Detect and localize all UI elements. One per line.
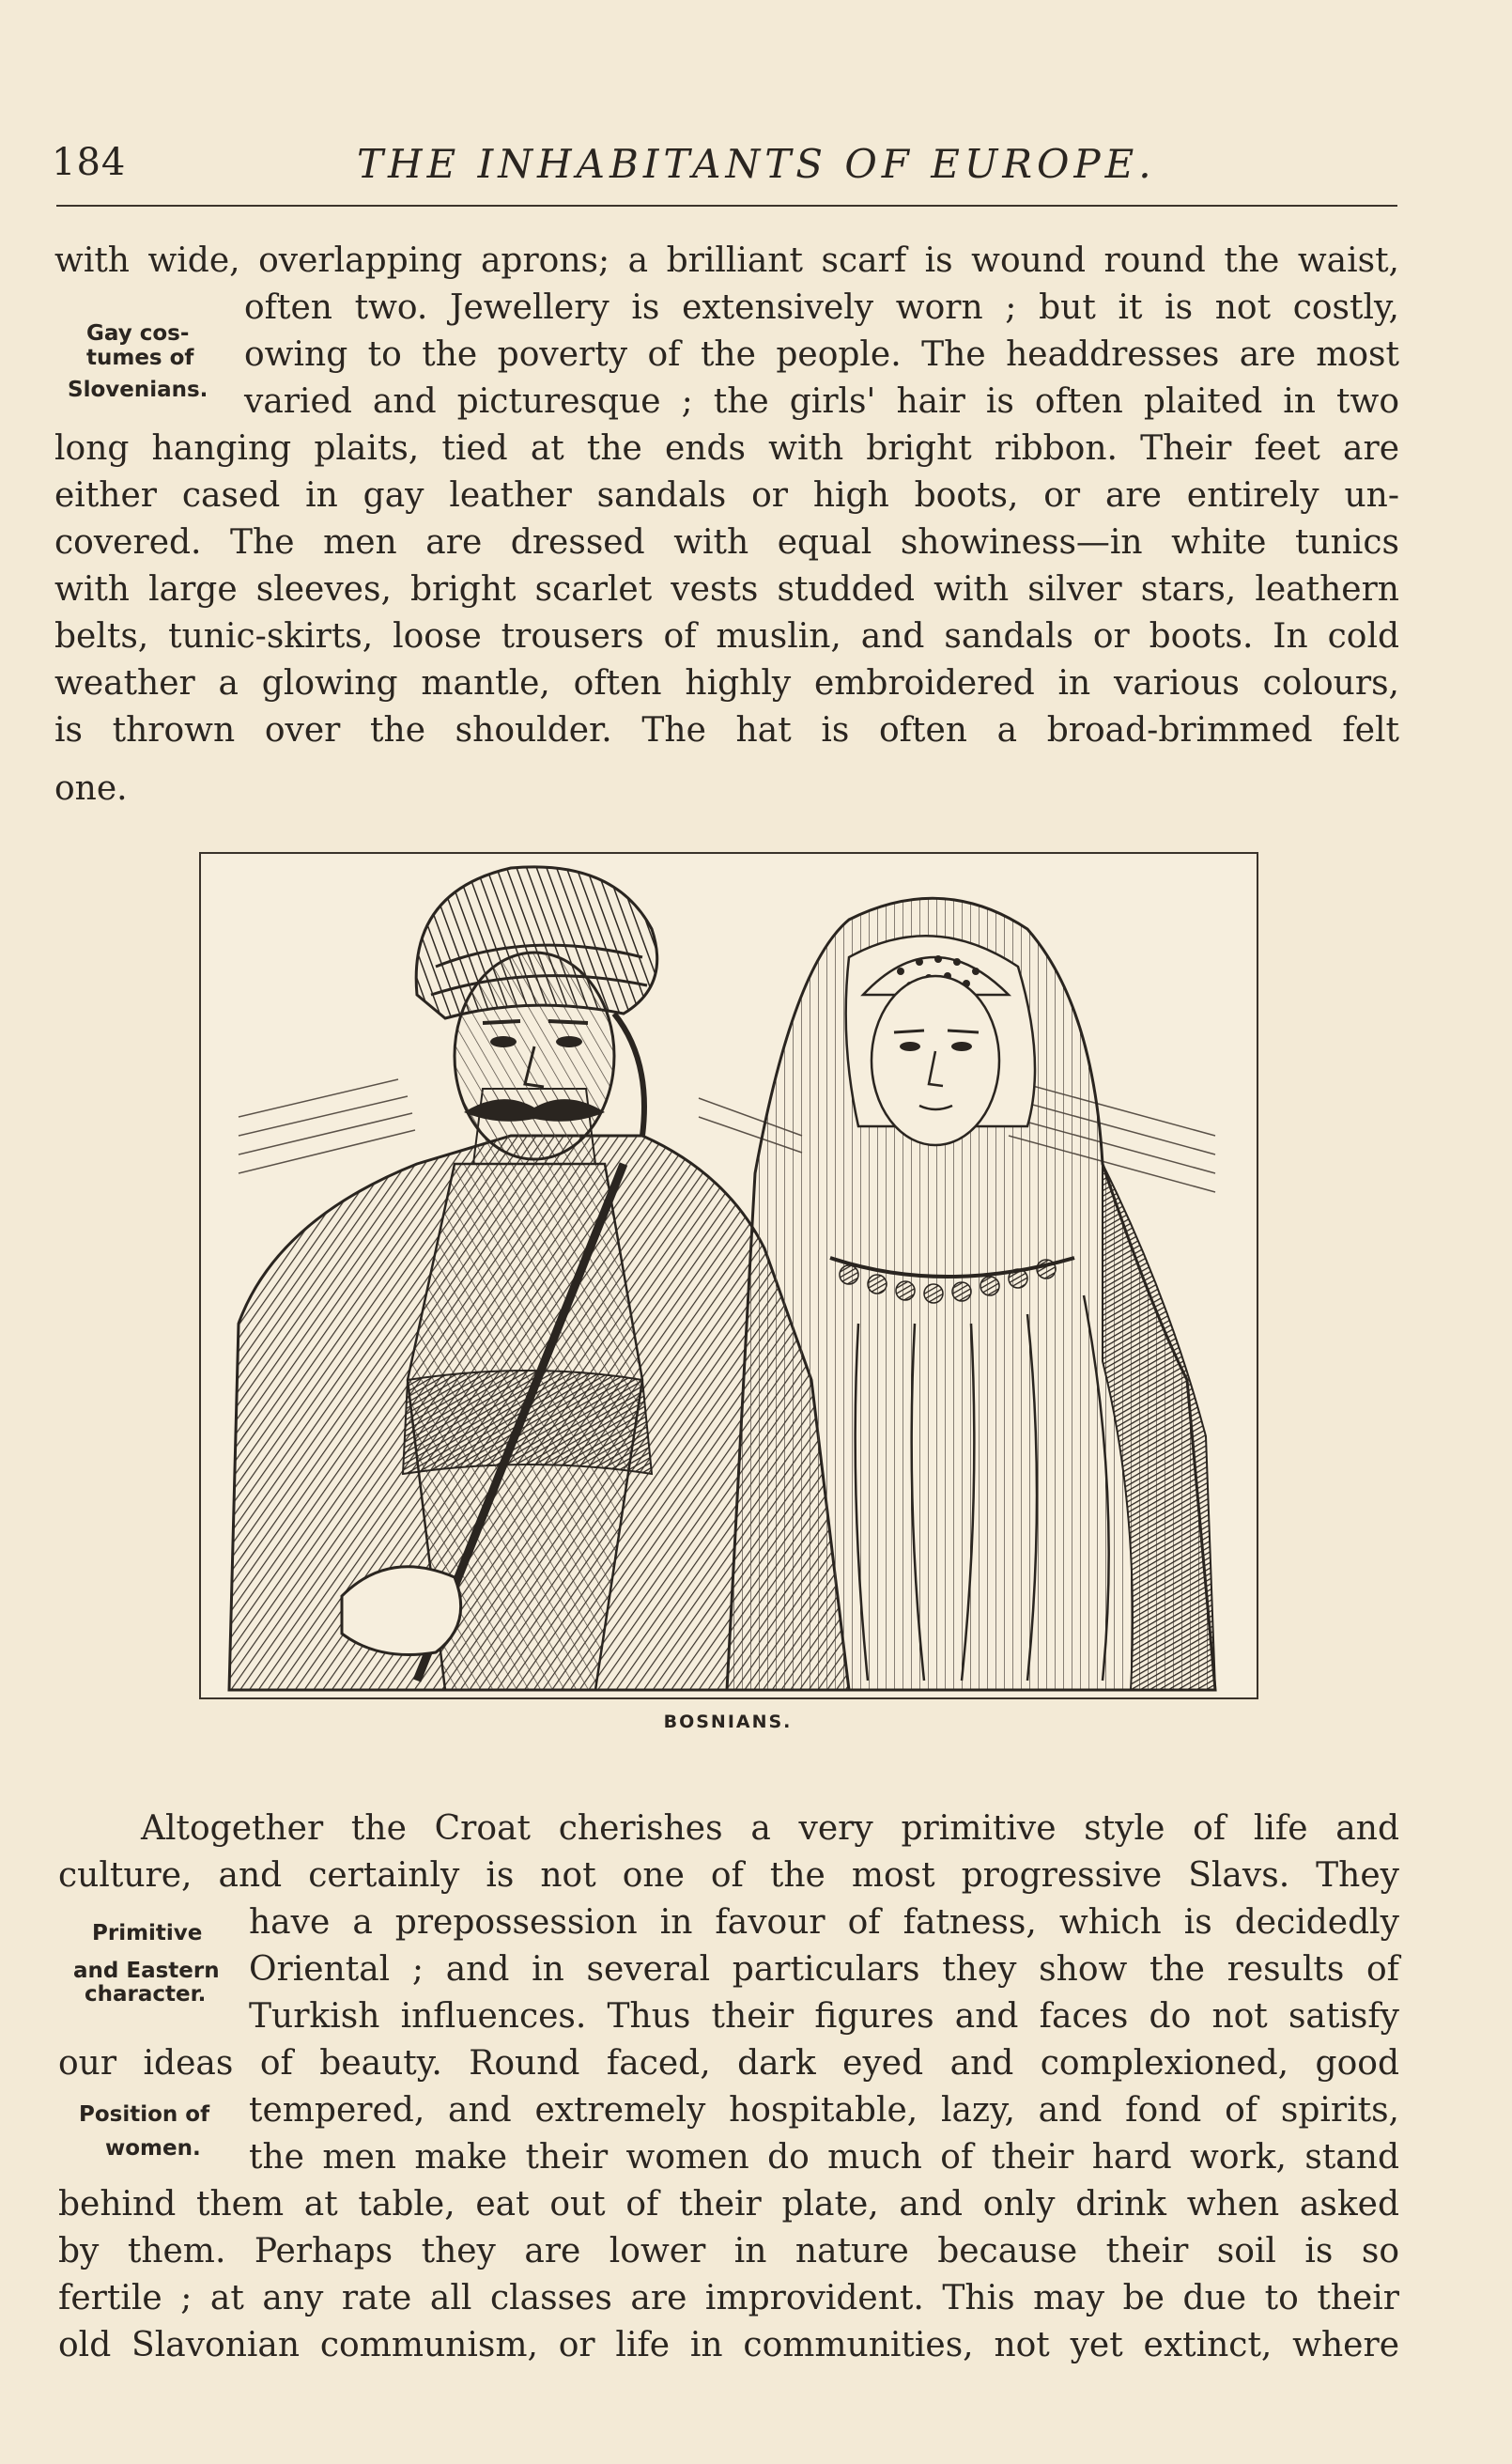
sidenote-line: Position of	[79, 2102, 210, 2127]
text-line: varied and picturesque ; the girls' hair is often plaited in two	[244, 382, 1399, 421]
text-line: old Slavonian communism, or life in communities, not yet extinct, where	[58, 2326, 1399, 2364]
text-line: fertile ; at any rate all classes are improvident. This may be due to their	[58, 2279, 1399, 2317]
text-line: have a prepossession in favour of fatness, which is decidedly	[249, 1903, 1399, 1942]
sidenote-line: women.	[105, 2136, 201, 2161]
running-title: THE INHABITANTS OF EUROPE.	[357, 141, 1156, 187]
figure-caption: BOSNIANS.	[663, 1712, 793, 1732]
text-line: one.	[54, 769, 128, 808]
text-line: Oriental ; and in several particulars they show the results of	[249, 1950, 1399, 1989]
text-line: covered. The men are dressed with equal showiness—in white tunics	[54, 523, 1399, 562]
text-line: the men make their women do much of their hard work, stand	[249, 2138, 1399, 2177]
text-line: weather a glowing mantle, often highly embroidered in various colours,	[54, 664, 1399, 703]
header-rule	[56, 205, 1397, 207]
sidenote-line: character.	[85, 1982, 207, 2007]
text-line: is thrown over the shoulder. The hat is often a broad-brimmed felt	[54, 711, 1399, 750]
text-line: Turkish influences. Thus their figures and faces do not satisfy	[249, 1997, 1399, 2036]
text-line: with wide, overlapping aprons; a brilliant scarf is wound round the waist,	[54, 241, 1399, 280]
text-line: culture, and certainly is not one of the most progressive Slavs. They	[58, 1856, 1399, 1895]
text-line: with large sleeves, bright scarlet vests studded with silver stars, leathern	[54, 570, 1399, 609]
text-line: behind them at table, eat out of their plate, and only drink when asked	[58, 2185, 1399, 2224]
text-line: owing to the poverty of the people. The headdresses are most	[244, 335, 1399, 374]
engraving-illustration	[201, 854, 1257, 1697]
text-line: often two. Jewellery is extensively worn ; but it is not costly,	[244, 288, 1399, 327]
sidenote-line: Gay cos-	[86, 321, 190, 346]
text-line: tempered, and extremely hospitable, lazy, and fond of spirits,	[249, 2091, 1399, 2130]
sidenote-line: Primitive	[92, 1921, 203, 1945]
sidenote-line: Slovenians.	[68, 378, 208, 402]
text-line: belts, tunic-skirts, loose trousers of muslin, and sandals or boots. In cold	[54, 617, 1399, 656]
sidenote-line: and Eastern	[73, 1959, 220, 1983]
sidenote-line: tumes of	[86, 346, 194, 370]
text-line: by them. Perhaps they are lower in nature because their soil is so	[58, 2232, 1399, 2270]
text-line: Altogether the Croat cherishes a very primitive style of life and	[141, 1809, 1399, 1848]
figure-bosnians-engraving	[199, 852, 1258, 1699]
woman-figure	[727, 898, 1215, 1690]
text-line: long hanging plaits, tied at the ends with bright ribbon. Their feet are	[54, 429, 1399, 468]
text-line: our ideas of beauty. Round faced, dark eyed and complexioned, good	[58, 2044, 1399, 2083]
text-line: either cased in gay leather sandals or high boots, or are entirely un-	[54, 476, 1399, 515]
page-number: 184	[52, 141, 127, 184]
